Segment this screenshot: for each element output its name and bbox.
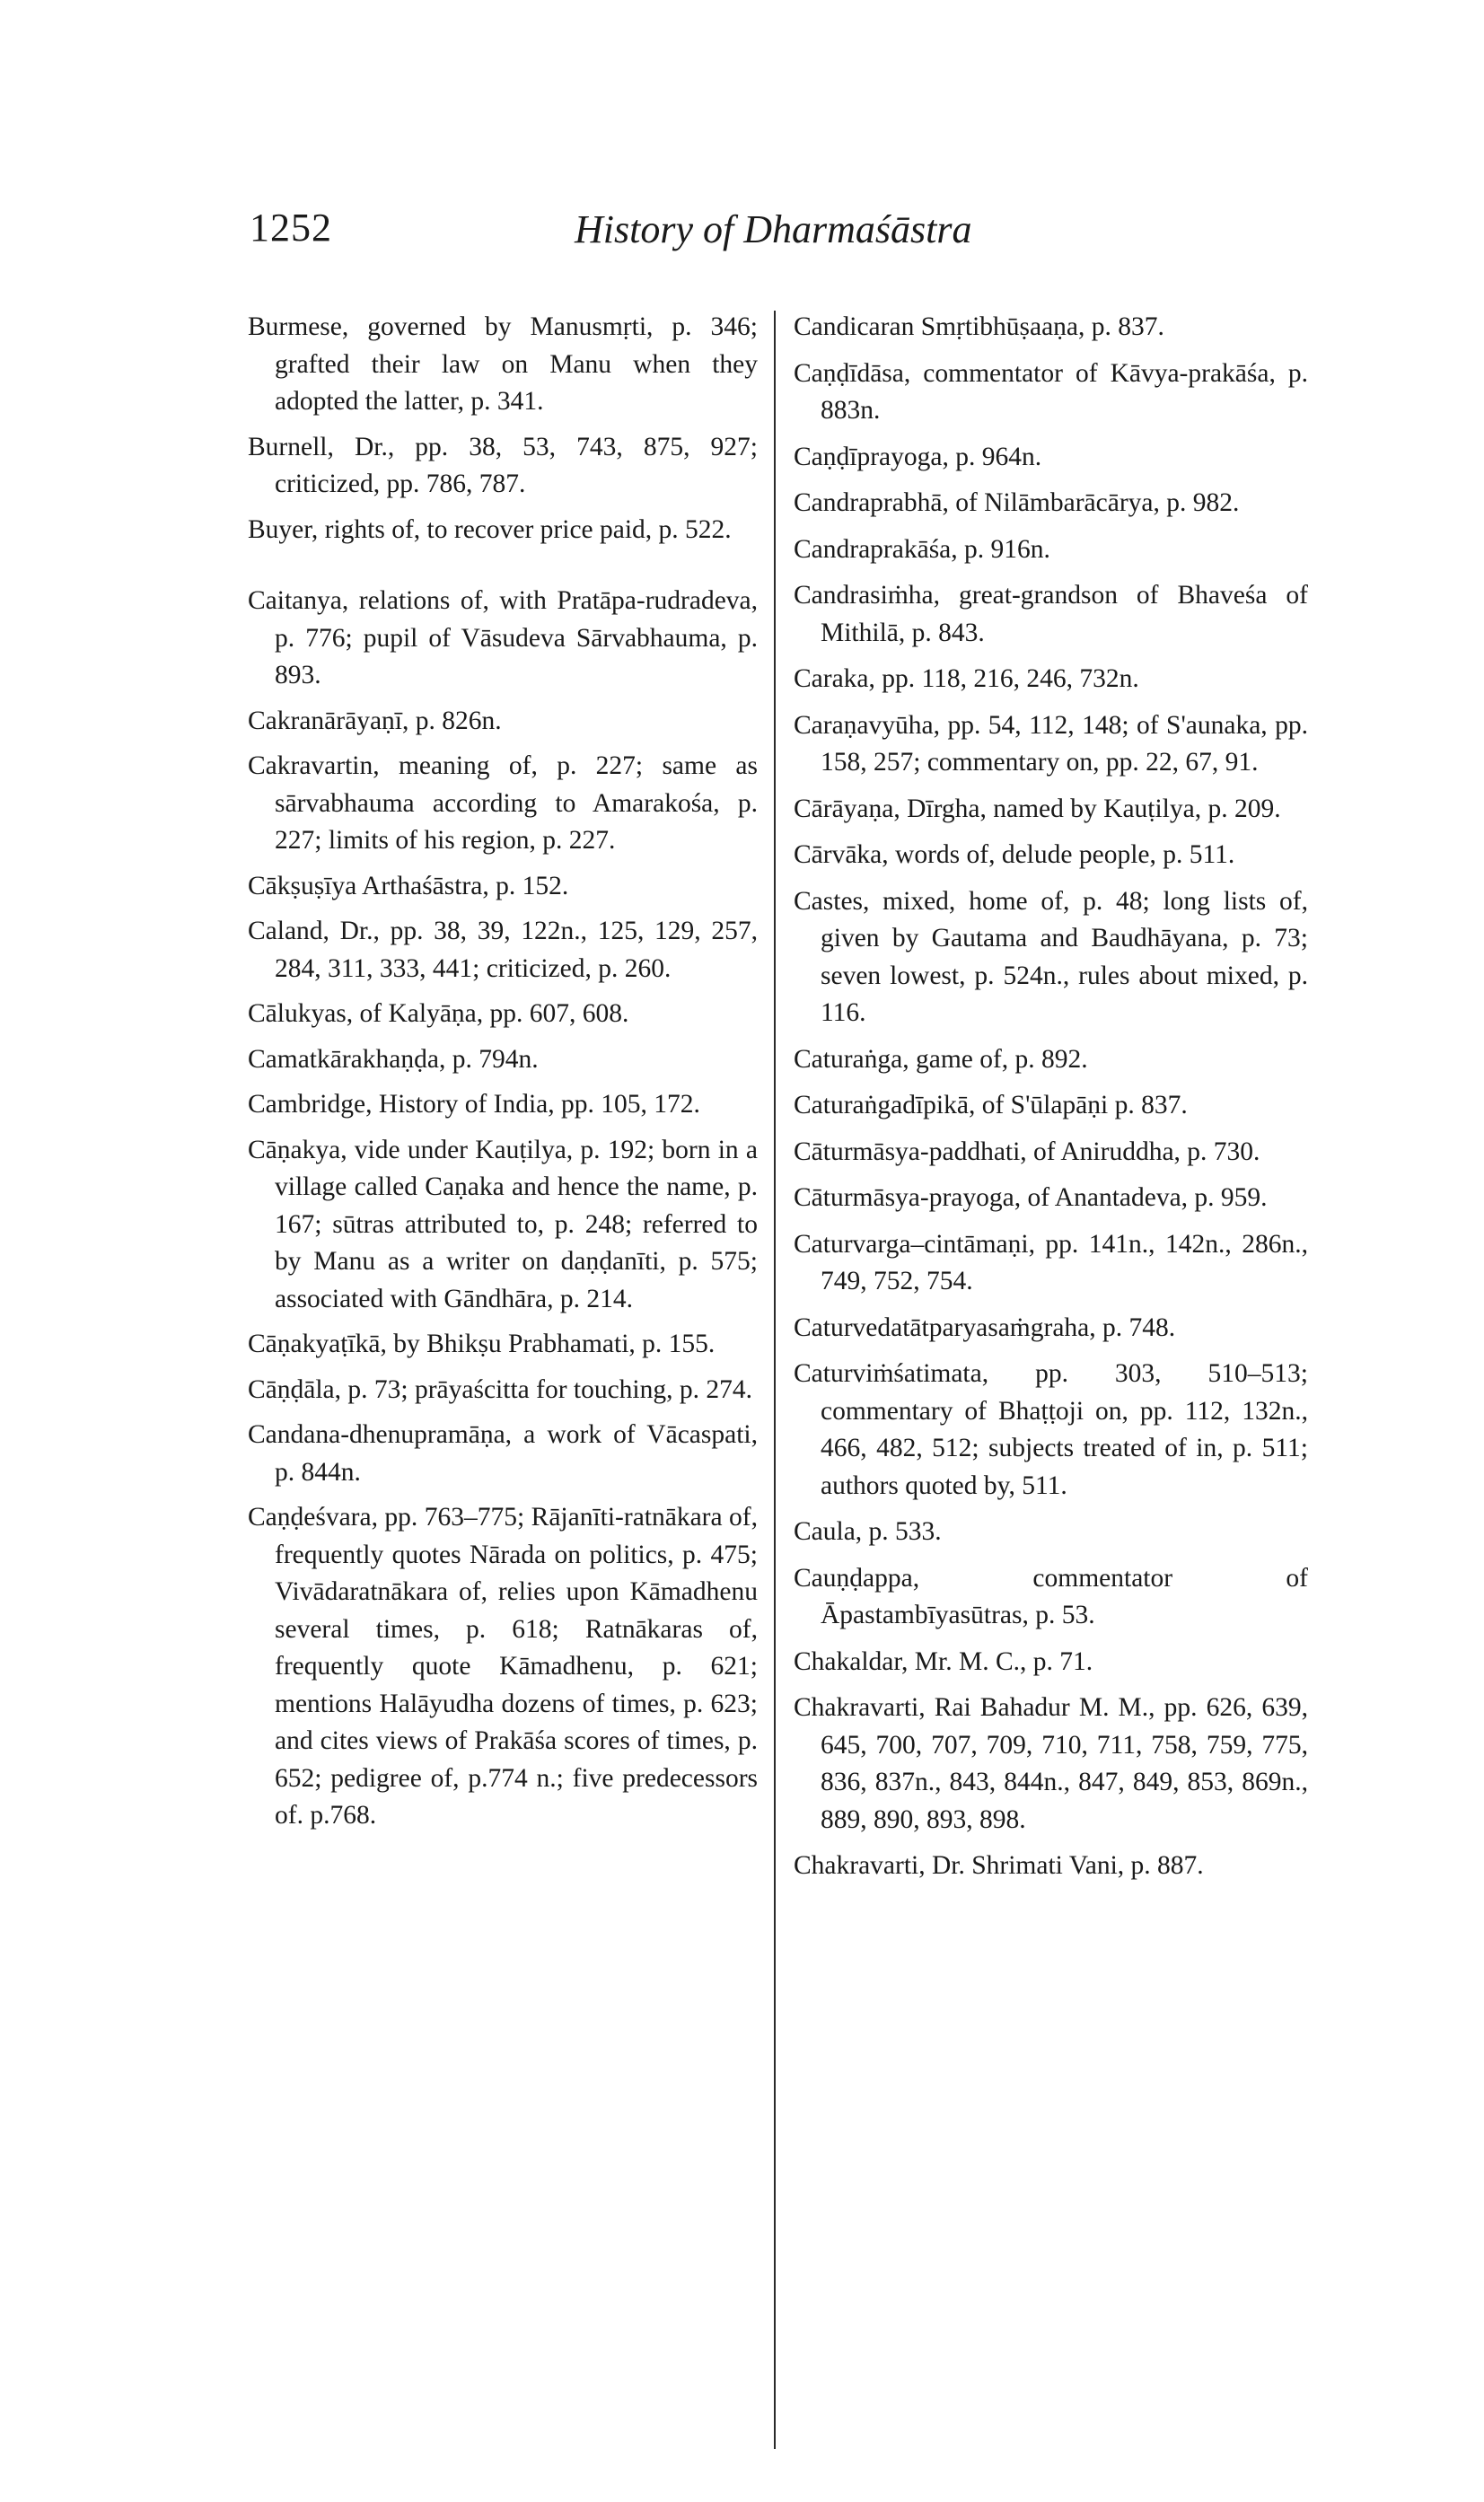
index-column-right: [794, 309, 1308, 1894]
index-entry: Caraka, pp. 118, 216, 246, 732n.: [794, 664, 1139, 693]
index-entry: Cārvāka, words of, delude people, p. 511.: [794, 840, 1235, 869]
index-entry: Caland, Dr., pp. 38, 39, 122n., 125, 129, 257, 284, 311, 333, 441; criticized, p. 260.: [248, 917, 758, 983]
index-entry: Caturviṁśatimata, pp. 303, 510–513; commentary of Bhaṭṭoji on, pp. 112, 132n., 466, 482, 512; subjects treated of in, p. 511; authors quoted by, 511.: [794, 1359, 1308, 1500]
index-entry: Cārāyaṇa, Dīrgha, named by Kauṭilya, p. 209.: [794, 794, 1281, 823]
index-entry: Camatkārakhaṇḍa, p. 794n.: [248, 1044, 539, 1074]
index-entry: Cakranārāyaṇī, p. 826n.: [248, 706, 502, 735]
index-entry: Candraprabhā, of Nilāmbarācārya, p. 982.: [794, 488, 1240, 517]
index-entry: Cāturmāsya-paddhati, of Aniruddha, p. 730.: [794, 1137, 1260, 1166]
index-entry: Caturvedatātparyasaṁgraha, p. 748.: [794, 1312, 1176, 1342]
index-entry: Buyer, rights of, to recover price paid, p. 522.: [248, 514, 732, 544]
index-entry: Castes, mixed, home of, p. 48; long lists of, given by Gautama and Baudhāyana, p. 73; seven lowest, p. 524n., rules about mixed, p. 116.: [794, 886, 1308, 1027]
index-entry: Burnell, Dr., pp. 38, 53, 743, 875, 927; criticized, pp. 786, 787.: [248, 432, 758, 498]
index-column-left: [248, 309, 758, 1843]
index-entry: Cauṇḍappa, commentator of Āpastambīyasūtras, p. 53.: [794, 1563, 1308, 1629]
index-entry: Cālukyas, of Kalyāṇa, pp. 607, 608.: [248, 999, 629, 1028]
index-entry: Chakaldar, Mr. M. C., p. 71.: [794, 1646, 1093, 1676]
index-entry: Candrasiṁha, great-grandson of Bhaveśa of Mithilā, p. 843.: [794, 581, 1308, 647]
page-number: 1252: [250, 206, 332, 250]
index-entry: Caula, p. 533.: [794, 1517, 942, 1546]
running-title: History of Dharmaśāstra: [575, 207, 972, 251]
index-entry: Burmese, governed by Manusmṛti, p. 346; grafted their law on Manu when they adopted the latter, p. 341.: [248, 312, 758, 416]
index-entry: Cākṣuṣīya Arthaśāstra, p. 152.: [248, 871, 569, 900]
column-divider: [774, 311, 776, 2449]
index-entry: Cāṇakya, vide under Kauṭilya, p. 192; born in a village called Caṇaka and hence the name, p. 167; sūtras attributed to, p. 248; referred to by Manu as a writer on daṇḍanīti, p. 575; associated with Gāndhāra, p. 214.: [248, 1135, 758, 1313]
index-entry: Caturvarga–cintāmaṇi, pp. 141n., 142n., 286n., 749, 752, 754.: [794, 1229, 1308, 1295]
index-entry: Cāṇḍāla, p. 73; prāyaścitta for touching, p. 274.: [248, 1374, 752, 1404]
index-entry: Caturaṅga, game of, p. 892.: [794, 1044, 1088, 1074]
index-entry: Chakravarti, Dr. Shrimati Vani, p. 887.: [794, 1851, 1204, 1880]
index-entry: Candana-dhenupramāṇa, a work of Vācaspati, p. 844n.: [248, 1420, 758, 1487]
index-entry: Caturaṅgadīpikā, of S'ūlapāṇi p. 837.: [794, 1091, 1188, 1119]
index-entry: Chakravarti, Rai Bahadur M. M., pp. 626, 639, 645, 700, 707, 709, 710, 711, 758, 759, 775, 836, 837n., 843, 844n., 847, 849, 853, 869n., 889, 890, 893, 898.: [794, 1693, 1308, 1834]
index-entry: Candicaran Smṛtibhūṣaaṇa, p. 837.: [794, 312, 1164, 341]
index-entry: Cakravartin, meaning of, p. 227; same as sārvabhauma according to Amarakośa, p. 227; limits of his region, p. 227.: [248, 751, 758, 855]
index-entry: Cambridge, History of India, pp. 105, 172.: [248, 1090, 700, 1119]
index-entry: Caitanya, relations of, with Pratāpa-rudradeva, p. 776; pupil of Vāsudeva Sārvabhauma, p. 893.: [248, 586, 758, 689]
index-entry: Caṇḍīdāsa, commentator of Kāvya-prakāśa, p. 883n.: [794, 358, 1308, 425]
page-header: [0, 205, 1484, 259]
index-entry: Caṇḍīprayoga, p. 964n.: [794, 442, 1042, 471]
index-entry: Cāturmāsya-prayoga, of Anantadeva, p. 959.: [794, 1183, 1268, 1212]
index-entry: Caṇḍeśvara, pp. 763–775; Rājanīti-ratnākara of, frequently quotes Nārada on politics, p. 475; Vivādaratnākara of, relies upon Kāmadhenu several times, p. 618; Ratnākaras of, frequently quote Kāmadhenu, p. 621; mentions Halāyudha dozens of times, p. 623; and cites views of Prakāśa scores of times, p. 652; pedigree of, p.774 n.; five predecessors of. p.768.: [248, 1503, 758, 1830]
index-entry: Candraprakāśa, p. 916n.: [794, 534, 1050, 564]
index-entry: Caraṇavyūha, pp. 54, 112, 148; of S'aunaka, pp. 158, 257; commentary on, pp. 22, 67, 91.: [794, 710, 1308, 777]
index-entry: Cāṇakyaṭīkā, by Bhikṣu Prabhamati, p. 155.: [248, 1330, 716, 1358]
